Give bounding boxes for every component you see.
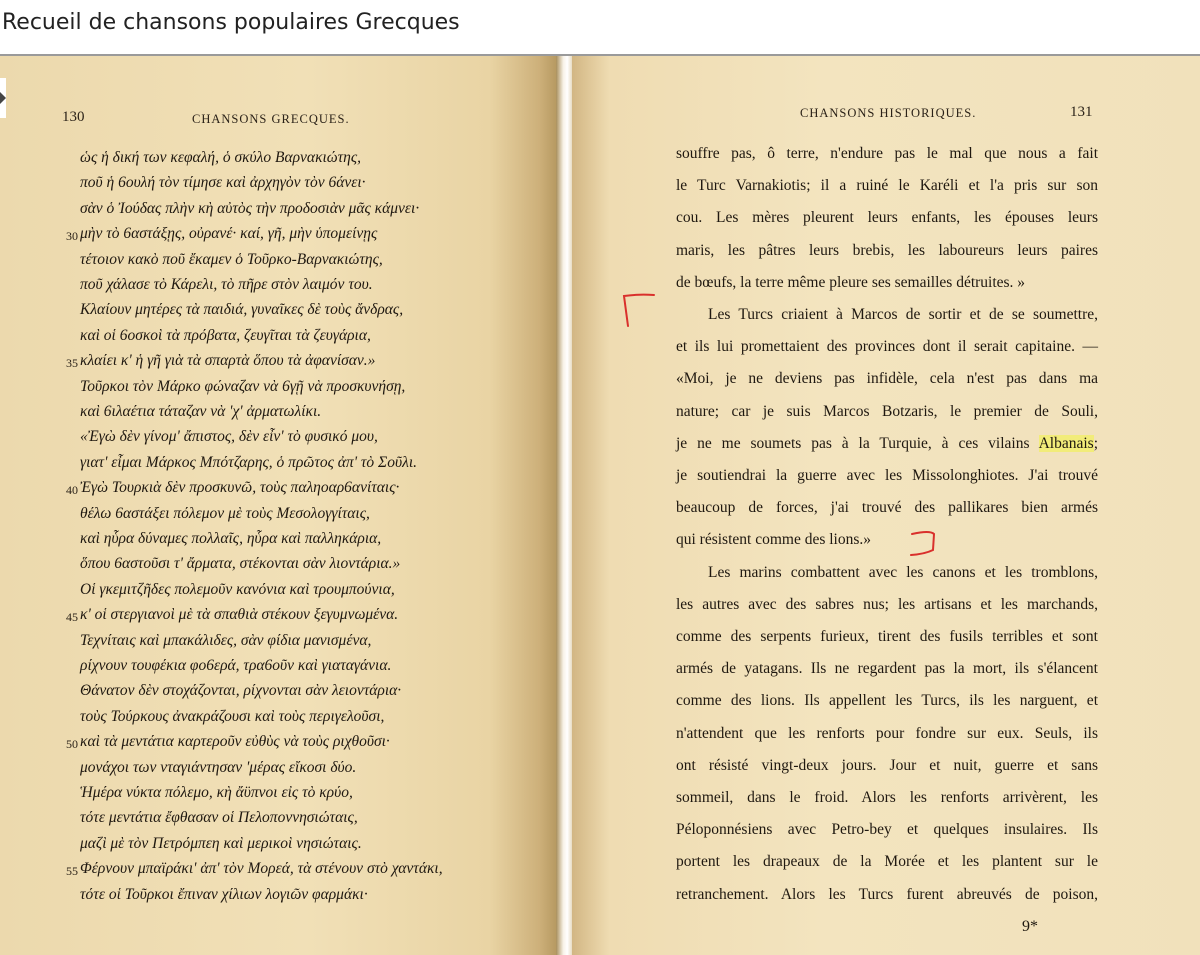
greek-verse-line: τότε μεντάτια ἔφθασαν οἱ Πελοποννησιώταις, xyxy=(80,809,358,827)
annotation-layer xyxy=(0,56,1200,955)
french-prose-line: n'attendent que les renforts pour fondre sur eux. Seuls, ils xyxy=(676,724,1098,742)
greek-verse-line: Κλαίουν μητέρες τὰ παιδιά, γυναῖκες δὲ τοὺς ἄνδρας, xyxy=(80,301,404,319)
french-prose-line: beaucoup de forces, j'ai trouvé des pallikares bien armés xyxy=(676,499,1098,517)
greek-verse-line: Θάνατον δὲν στοχάζονται, ρίχνονται σὰν λειοντάρια· xyxy=(80,682,402,700)
greek-verse-line: Τοῦρκοι τὸν Μάρκο φώναζαν νὰ 6γῇ νὰ προσκυνήσῃ, xyxy=(80,377,406,395)
greek-verse-line: τέτοιον κακὸ ποῦ ἔκαμεν ὁ Τοῦρκο-Βαρνακιώτης, xyxy=(80,250,383,268)
book-scan xyxy=(0,56,1200,955)
french-prose-line: ont résisté vingt-deux jours. Jour et nuit, guerre et sans xyxy=(676,756,1098,774)
greek-verse-line: θέλω 6αστάξει πόλεμον μὲ τοὺς Μεσολογγίταις, xyxy=(80,504,370,522)
signature-mark: 9* xyxy=(1022,918,1038,935)
greek-verse-line: ποῦ ἡ 6ουλή τὸν τίμησε καὶ ἀρχηγὸν τὸν 6άνει· xyxy=(80,174,366,192)
french-prose-line: maris, les pâtres leurs brebis, les laboureurs leurs paires xyxy=(676,241,1098,259)
greek-verse-line: γιατ' εἶμαι Μάρκος Μπότζαρης, ὁ πρῶτος ἀπ' τὸ Σοῦλι. xyxy=(80,453,418,471)
highlighted-word: Albanais xyxy=(1038,434,1094,452)
greek-verse-line: ποῦ χάλασε τὸ Κάρελι, τὸ πῆρε στὸν λαιμόν του. xyxy=(80,276,373,293)
french-prose-line: Péloponnésiens avec Petro-bey et quelques insulaires. Ils xyxy=(676,821,1098,839)
french-prose-line: cou. Les mères pleurent leurs enfants, les épouses leurs xyxy=(676,209,1098,227)
greek-verse-line: Φέρνουν μπαϊράκι' ἀπ' τὸν Μορεά, τὰ στένουν στὸ χαντάκι, xyxy=(80,860,443,878)
french-prose-line: les autres avec des sabres nus; les artisans et les marchands, xyxy=(676,595,1098,613)
greek-verse-line: μαζὶ μὲ τὸν Πετρόμπεη καὶ μερικοὶ νησιώταις. xyxy=(80,834,362,852)
french-prose-line: comme des lions. Ils appellent les Turcs, ils les narguent, et xyxy=(676,692,1098,710)
greek-verse-line: ρίχνουν τουφέκια φο6ερά, τρα6οῦν καὶ γιαταγάνια. xyxy=(80,657,392,674)
window-title: Recueil de chansons populaires Grecques xyxy=(2,10,460,35)
title-bar xyxy=(0,0,1200,56)
greek-verse-line: «Ἐγὼ δὲν γίνομ' ἄπιστος, δὲν εἶν' τὸ φυσικό μου, xyxy=(80,428,378,446)
greek-verse-line: κ' οἱ στεργιανοὶ μὲ τὰ σπαθιὰ στέκουν ξεγυμνωμένα. xyxy=(80,606,399,624)
left-running-header: CHANSONS GRECQUES. xyxy=(192,112,350,126)
french-prose-line: qui résistent comme des lions.» xyxy=(676,531,872,549)
greek-verse-line: τότε οἱ Τοῦρκοι ἔπιναν χίλιων λογιῶν φαρμάκι· xyxy=(80,885,368,903)
french-prose-line: Les Turcs criaient à Marcos de sortir et de se soumettre, xyxy=(708,306,1098,323)
french-prose-line: je soutiendrai la guerre avec les Missolonghiotes. J'ai trouvé xyxy=(676,467,1098,484)
right-running-header: CHANSONS HISTORIQUES. xyxy=(800,106,977,120)
line-number: 40 xyxy=(66,483,78,498)
greek-verse-line: μονάχοι των νταγιάντησαν 'μέρας εἴκοσι δύο. xyxy=(80,758,357,776)
french-prose-line: comme des serpents furieux, tirent des fusils terribles et sont xyxy=(676,628,1098,645)
french-prose-line: et ils lui promettaient des provinces dont il serait capitaine. — xyxy=(676,338,1098,356)
red-bracket-mark-end xyxy=(911,532,934,555)
line-number: 35 xyxy=(66,356,78,371)
french-prose-line: portent les drapeaux de la Morée et les plantent sur le xyxy=(676,853,1098,871)
greek-verse-line: κλαίει κ' ἡ γῆ γιὰ τὰ σπαρτὰ ὅπου τὰ ἀφανίσαν.» xyxy=(80,352,376,370)
greek-verse-line: καὶ τὰ μεντάτια καρτεροῦν εὐθὺς νὰ τοὺς ριχθοῦσι· xyxy=(80,733,390,751)
right-page-number: 131 xyxy=(1070,104,1093,120)
french-prose-line: de bœufs, la terre même pleure ses semailles détruites. » xyxy=(676,273,1026,291)
french-prose-line: armés de yatagans. Ils ne regardent pas la mort, ils s'élancent xyxy=(676,660,1098,678)
french-prose-line: «Moi, je ne deviens pas infidèle, cela n'est pas dans ma xyxy=(676,370,1098,388)
greek-verse-line: Τεχνίταις καὶ μπακάλιδες, σὰν φίδια μανισμένα, xyxy=(80,631,372,649)
greek-verse-line: καὶ 6ιλαέτια τάταζαν νὰ 'χ' ἀρματωλίκι. xyxy=(80,403,322,420)
greek-verse-line: τοὺς Τούρκους ἀνακράζουσι καὶ τοὺς περιγελοῦσι, xyxy=(80,707,385,725)
greek-verse-line: ὡς ἡ δική των κεφαλή, ὁ σκύλο Βαρνακιώτης, xyxy=(80,149,362,166)
greek-verse-line: Ἡμέρα νύκτα πόλεμο, κὴ ἄϋπνοι εἰς τὸ κρύο, xyxy=(80,784,353,801)
greek-verse-line: ὅπου 6αστοῦσι τ' ἄρματα, στέκονται σὰν λιοντάρια.» xyxy=(80,555,401,573)
left-page-number: 130 xyxy=(62,109,85,125)
line-number: 30 xyxy=(66,229,78,244)
greek-verse-line: Οἱ γκεμιτζῆδες πολεμοῦν κανόνια καὶ τρουμπούνια, xyxy=(80,580,395,598)
french-prose-line: souffre pas, ô terre, n'endure pas le mal que nous a fait xyxy=(676,145,1098,162)
greek-verse-line: σὰν ὁ Ἰούδας πλὴν κὴ αὐτὸς τὴν προδοσιὰν μᾶς κάμνει· xyxy=(80,199,420,217)
french-prose-line: sommeil, dans le froid. Alors les renforts arrivèrent, les xyxy=(676,789,1098,806)
french-prose-line: je ne me soumets pas à la Turquie, à ces vilains Albanais; xyxy=(676,434,1098,452)
line-number: 50 xyxy=(66,737,78,752)
french-prose-line: nature; car je suis Marcos Botzaris, le premier de Souli, xyxy=(676,402,1098,420)
french-prose-line: Les marins combattent avec les canons et les tromblons, xyxy=(708,563,1098,581)
greek-verse-line: μὴν τὸ 6αστάξῃς, οὐρανέ· καί, γῆ, μὴν ὑπομείνῃς xyxy=(80,225,378,243)
red-bracket-mark-start xyxy=(624,295,654,326)
greek-verse-line: καὶ οἱ 6οσκοὶ τὰ πρόβατα, ζευγῖται τὰ ζευγάρια, xyxy=(80,326,371,344)
french-prose-line: retranchement. Alors les Turcs furent abreuvés de poison, xyxy=(676,885,1098,903)
line-number: 55 xyxy=(66,864,78,879)
line-number: 45 xyxy=(66,610,78,625)
french-prose-line: le Turc Varnakiotis; il a ruiné le Karéli et l'a pris sur son xyxy=(676,177,1098,195)
greek-verse-line: Ἐγὼ Τουρκιὰ δὲν προσκυνῶ, τοὺς παληοαρ6ανίταις· xyxy=(80,479,400,497)
greek-verse-line: καὶ ηὗρα δύναμες πολλαῖς, ηὗρα καὶ παλληκάρια, xyxy=(80,530,382,547)
